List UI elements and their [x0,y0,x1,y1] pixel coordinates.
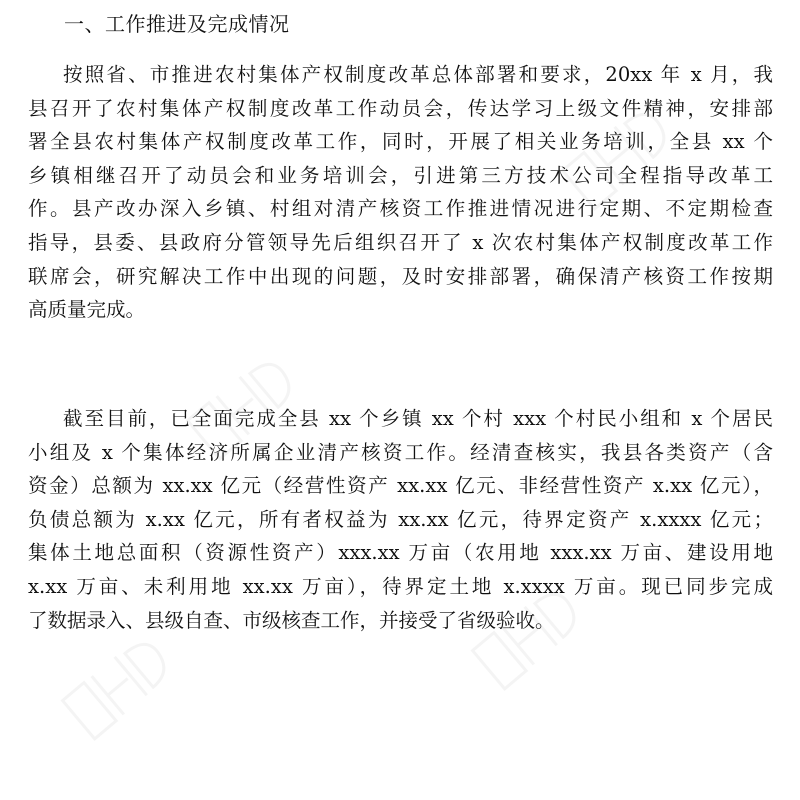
paragraph-line: 截至目前，已全面完成全县 xx 个乡镇 xx 个村 xxx 个村民小组和 x 个居民 [63,407,773,430]
paragraph-line: 联席会，研究解决工作中出现的问题，及时安排部署，确保清产核资工作按期 [28,264,773,288]
paragraph-line: 集体土地总面积（资源性资产）xxx.xx 万亩（农用地 xxx.xx 万亩、建设用地 [28,541,773,565]
paragraph-2 [28,402,773,637]
paragraph-line: 按照省、市推进农村集体产权制度改革总体部署和要求，20xx 年 x 月，我 [63,63,773,86]
paragraph-line: 小组及 x 个集体经济所属企业清产核资工作。经清查核实，我县各类资产（含 [28,440,773,464]
paragraph-line: 高质量完成。 [28,298,146,322]
paragraph-line: 资金）总额为 xx.xx 亿元（经营性资产 xx.xx 亿元、非经营性资产 x.xx 亿元）， [28,474,773,498]
paragraph-line: 县召开了农村集体产权制度改革工作动员会，传达学习上级文件精神，安排部 [28,96,773,120]
paragraph-line: 负债总额为 x.xx 亿元，所有者权益为 xx.xx 亿元，待界定资产 x.xxxx 亿元； [28,507,773,531]
watermark-glyph-icon [52,620,189,751]
paragraph-line: 署全县农村集体产权制度改革工作，同时，开展了相关业务培训，全县 xx 个 [28,130,773,154]
paragraph-line: 指导，县委、县政府分管领导先后组织召开了 x 次农村集体产权制度改革工作 [28,230,773,254]
paragraph-1 [28,58,773,327]
paragraph-line: x.xx 万亩、未利用地 xx.xx 万亩），待界定土地 x.xxxx 万亩。现已同步完成 [28,574,773,598]
paragraph-line: 了数据录入、县级自查、市级核查工作，并接受了省级验收。 [28,608,555,632]
paragraph-line: 乡镇相继召开了动员会和业务培训会，引进第三方技术公司全程指导改革工 [28,163,773,187]
paragraph-line: 作。县产改办深入乡镇、村组对清产核资工作推进情况进行定期、不定期检查 [28,197,773,221]
section-heading: 一、工作推进及完成情况 [64,12,290,36]
